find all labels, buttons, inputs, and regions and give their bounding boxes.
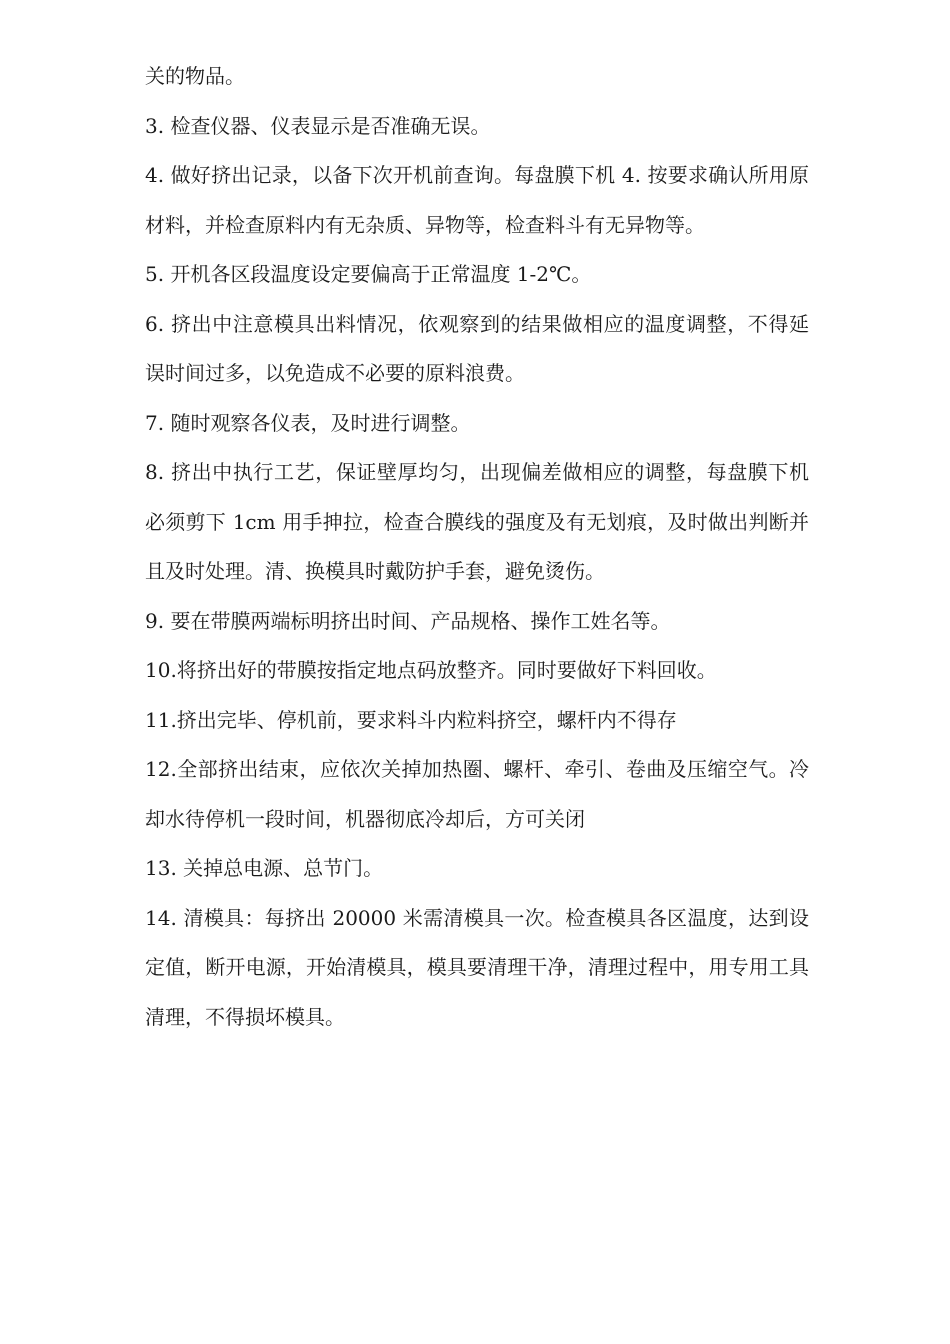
paragraph-item-14: 14. 清模具：每挤出 20000 米需清模具一次。检查模具各区温度，达到设定值，断开电源，开始清模具，模具要清理干净，清理过程中，用专用工具清理，不得损坏模具。	[145, 905, 809, 1029]
paragraph-item-7: 7. 随时观察各仪表，及时进行调整。	[145, 410, 471, 435]
paragraph-item-12: 12.全部挤出结束，应依次关掉加热圈、螺杆、牵引、卷曲及压缩空气。冷却水待停机一段时间，机器彻底冷却后，方可关闭	[145, 757, 809, 831]
paragraph-item-9: 9. 要在带膜两端标明挤出时间、产品规格、操作工姓名等。	[145, 608, 671, 633]
paragraph-continuation: 关的物品。	[145, 64, 245, 88]
paragraph-item-4: 4. 做好挤出记录，以备下次开机前查询。每盘膜下机 4. 按要求确认所用原材料，并检查原料内有无杂质、异物等，检查料斗有无异物等。	[145, 163, 809, 237]
paragraph-item-5: 5. 开机各区段温度设定要偏高于正常温度 1-2℃。	[145, 262, 592, 286]
paragraph-item-8: 8. 挤出中执行工艺，保证壁厚均匀，出现偏差做相应的调整，每盘膜下机必须剪下 1cm 用手抻拉，检查合膜线的强度及有无划痕，及时做出判断并且及时处理。清、换模具时戴防护手套，避免烫伤。	[145, 460, 809, 583]
paragraph-item-11: 11.挤出完毕、停机前，要求料斗内粒料挤空，螺杆内不得存	[145, 707, 677, 732]
paragraph-item-6: 6. 挤出中注意模具出料情况，依观察到的结果做相应的温度调整，不得延误时间过多，以免造成不必要的原料浪费。	[145, 311, 809, 385]
paragraph-item-10: 10.将挤出好的带膜按指定地点码放整齐。同时要做好下料回收。	[145, 658, 717, 682]
paragraph-item-13: 13. 关掉总电源、总节门。	[145, 856, 384, 880]
document-body	[145, 52, 809, 1042]
paragraph-item-3: 3. 检查仪器、仪表显示是否准确无误。	[145, 113, 491, 138]
